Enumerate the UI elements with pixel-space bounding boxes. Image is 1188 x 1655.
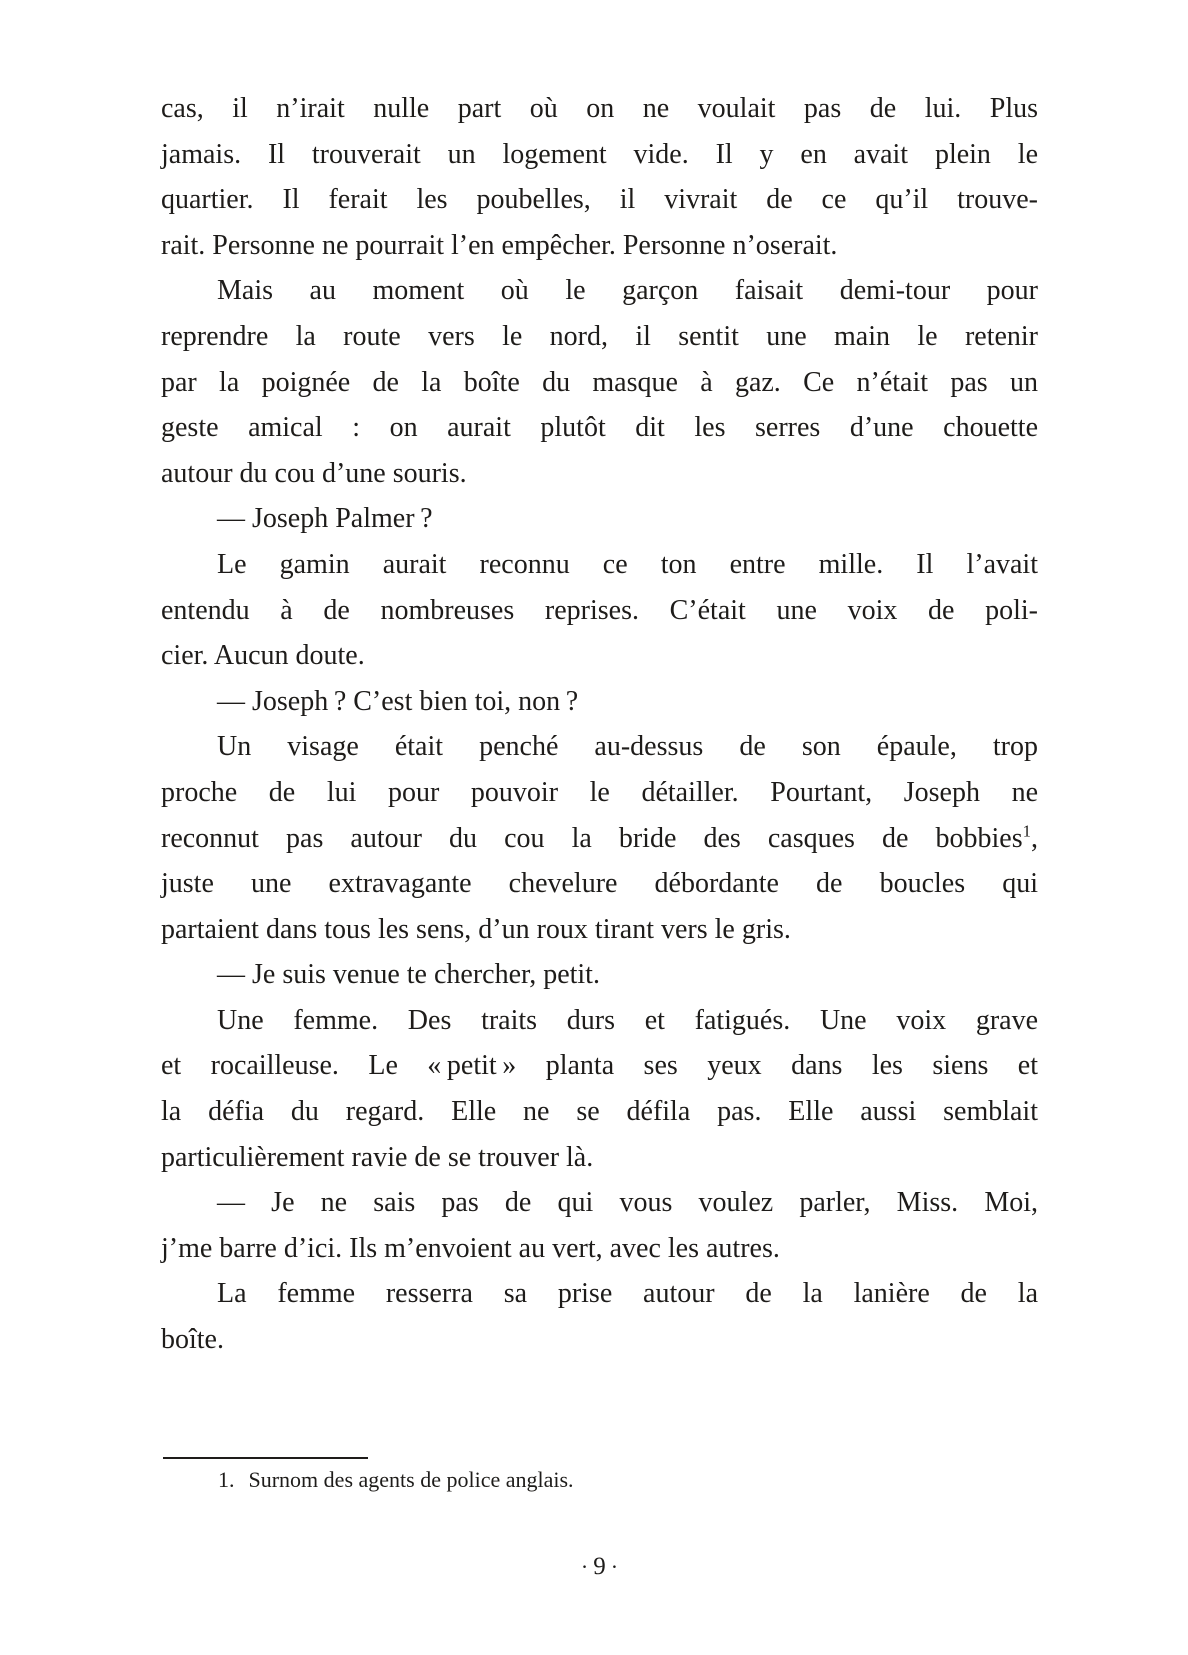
paragraph [161, 998, 1038, 1180]
text-line: La femme resserra sa prise autour de la lanière de la [217, 1278, 1038, 1310]
text-line: geste amical : on aurait plutôt dit les serres d’une chouette [161, 412, 1038, 444]
text-line: Mais au moment où le garçon faisait demi-tour pour [217, 275, 1038, 307]
footnote [161, 1463, 1095, 1497]
text-line: quartier. Il ferait les poubelles, il vivrait de ce qu’il trouve- [161, 184, 1038, 216]
text-line: rait. Personne ne pourrait l’en empêcher. Personne n’oserait. [161, 229, 838, 261]
footnote-divider [163, 1457, 368, 1459]
text-line: particulièrement ravie de se trouver là. [161, 1141, 594, 1173]
text-line: jamais. Il trouverait un logement vide. Il y en avait plein le [161, 138, 1038, 170]
text-line: cas, il n’irait nulle part où on ne voulait pas de lui. Plus [161, 93, 1038, 124]
text-line: juste une extravagante chevelure débordante de boucles qui [161, 868, 1038, 900]
footnote-text: Surnom des agents de police anglais. [248, 1467, 574, 1492]
footnote-reference: 1 [1022, 821, 1031, 841]
paragraph [161, 268, 1038, 496]
text-line: Une femme. Des traits durs et fatigués. Une voix grave [217, 1004, 1038, 1036]
paragraph [161, 724, 1038, 952]
paragraph [161, 86, 1038, 268]
text-line: cier. Aucun doute. [161, 640, 365, 672]
text-line: Le gamin aurait reconnu ce ton entre mille. Il l’avait [217, 548, 1038, 580]
text-line: — Joseph ? C’est bien toi, non ? [217, 685, 579, 717]
text-line: j’me barre d’ici. Ils m’envoient au vert, avec les autres. [161, 1232, 780, 1264]
paragraph [161, 1180, 1038, 1271]
paragraph [161, 1271, 1038, 1362]
body-text [161, 86, 1038, 1363]
text-line: la défia du regard. Elle ne se défila pas. Elle aussi semblait [161, 1096, 1038, 1128]
folio-ornament-left-icon: · [580, 1554, 589, 1579]
paragraph [161, 952, 1038, 998]
paragraph [161, 679, 1038, 725]
paragraph [161, 496, 1038, 542]
text-line: autour du cou d’une souris. [161, 457, 467, 489]
folio-number: 9 [593, 1553, 606, 1580]
text-line: — Joseph Palmer ? [217, 503, 433, 535]
text-line: entendu à de nombreuses reprises. C’était une voix de poli- [161, 594, 1038, 626]
text-line: reconnut pas autour du cou la bride des casques de bobbies$^1$, [161, 821, 1038, 854]
page-number [161, 1552, 1038, 1582]
text-line: — Je suis venue te chercher, petit. [217, 959, 600, 991]
text-line: boîte. [161, 1324, 224, 1356]
folio-ornament-right-icon: · [610, 1554, 619, 1579]
text-line: et rocailleuse. Le « petit » planta ses yeux dans les siens et [161, 1050, 1038, 1082]
text-line: proche de lui pour pouvoir le détailler. Pourtant, Joseph ne [161, 776, 1038, 808]
text-line: — Je ne sais pas de qui vous voulez parler, Miss. Moi, [217, 1187, 1038, 1219]
text-line: partaient dans tous les sens, d’un roux tirant vers le gris. [161, 913, 791, 945]
footnote-marker: 1. [218, 1467, 235, 1492]
text-line: Un visage était penché au-dessus de son épaule, trop [217, 731, 1038, 763]
paragraph [161, 542, 1038, 679]
text-line: par la poignée de la boîte du masque à gaz. Ce n’était pas un [161, 366, 1038, 398]
text-line: reprendre la route vers le nord, il sentit une main le retenir [161, 320, 1038, 352]
